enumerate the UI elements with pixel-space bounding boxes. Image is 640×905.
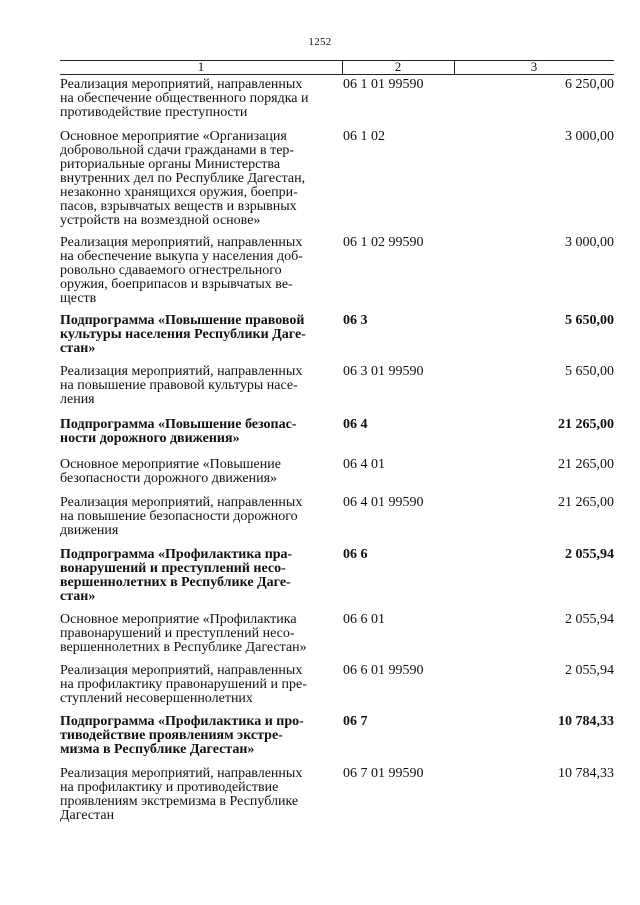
row-description: Подпрограмма «Повышение безопас- ности дорожного движения» [60,417,297,446]
row-code: 06 7 01 99590 [343,766,424,781]
row-amount: 2 055,94 [565,547,614,562]
row-description: Подпрограмма «Повышение правовой культуры населения Республики Даге- стан» [60,313,306,356]
column-header-1: 1 [197,59,205,74]
row-amount: 21 265,00 [558,457,614,472]
row-amount: 21 265,00 [558,495,614,510]
row-amount: 3 000,00 [565,235,614,250]
row-code: 06 6 01 [343,612,385,627]
row-amount: 10 784,33 [558,766,614,781]
row-description: Реализация мероприятий, направленных на обеспечение общественного порядка и противодействие преступности [60,77,309,120]
row-code: 06 7 [343,714,368,729]
row-code: 06 1 02 99590 [343,235,424,250]
row-amount: 5 650,00 [565,364,614,379]
column-divider [342,60,343,74]
row-description: Основное мероприятие «Профилактика правонарушений и преступлений несо- вершеннолетних в Республике Дагестан» [60,612,307,655]
row-description: Реализация мероприятий, направленных на обеспечение выкупа у населения доб- ровольно сдаваемого огнестрельного оружия, боеприпасов и взрывчатых ве- ществ [60,235,303,306]
row-code: 06 6 [343,547,368,562]
row-description: Подпрограмма «Профилактика и про- тиводействие проявлениям экстре- мизма в Республике Дагестан» [60,714,304,757]
row-amount: 3 000,00 [565,129,614,144]
row-code: 06 3 [343,313,368,328]
row-amount: 2 055,94 [565,612,614,627]
row-amount: 10 784,33 [558,714,614,729]
row-code: 06 4 01 99590 [343,495,424,510]
row-amount: 6 250,00 [565,77,614,92]
row-description: Реализация мероприятий, направленных на профилактику и противодействие проявлениям экстремизма в Республике Дагестан [60,766,303,823]
row-description: Основное мероприятие «Повышение безопасности дорожного движения» [60,457,281,486]
row-description: Реализация мероприятий, направленных на повышение правовой культуры насе- ления [60,364,303,407]
row-code: 06 1 01 99590 [343,77,424,92]
column-header-2: 2 [394,59,402,74]
row-description: Подпрограмма «Профилактика пра- вонарушений и преступлений несо- вершеннолетних в Республике Даге- стан» [60,547,293,604]
column-header-3: 3 [530,59,538,74]
row-description: Реализация мероприятий, направленных на профилактику правонарушений и пре- ступлений несовершеннолетних [60,663,307,706]
row-code: 06 1 02 [343,129,385,144]
row-description: Основное мероприятие «Организация добровольной сдачи гражданами в тер- риториальные органы Министерства внутренних дел по Республике Дагестан, незаконно хранящихся оружия, боепри- пасов, взрывчатых веществ и взрывных устройств на возмездной основе» [60,129,306,228]
row-amount: 2 055,94 [565,663,614,678]
row-amount: 5 650,00 [565,313,614,328]
row-code: 06 6 01 99590 [343,663,424,678]
row-description: Реализация мероприятий, направленных на повышение безопасности дорожного движения [60,495,303,538]
row-code: 06 3 01 99590 [343,364,424,379]
column-divider [454,60,455,74]
row-code: 06 4 [343,417,368,432]
row-code: 06 4 01 [343,457,385,472]
page-number: 1252 [308,36,332,48]
row-amount: 21 265,00 [558,417,614,432]
table-header [60,60,614,75]
